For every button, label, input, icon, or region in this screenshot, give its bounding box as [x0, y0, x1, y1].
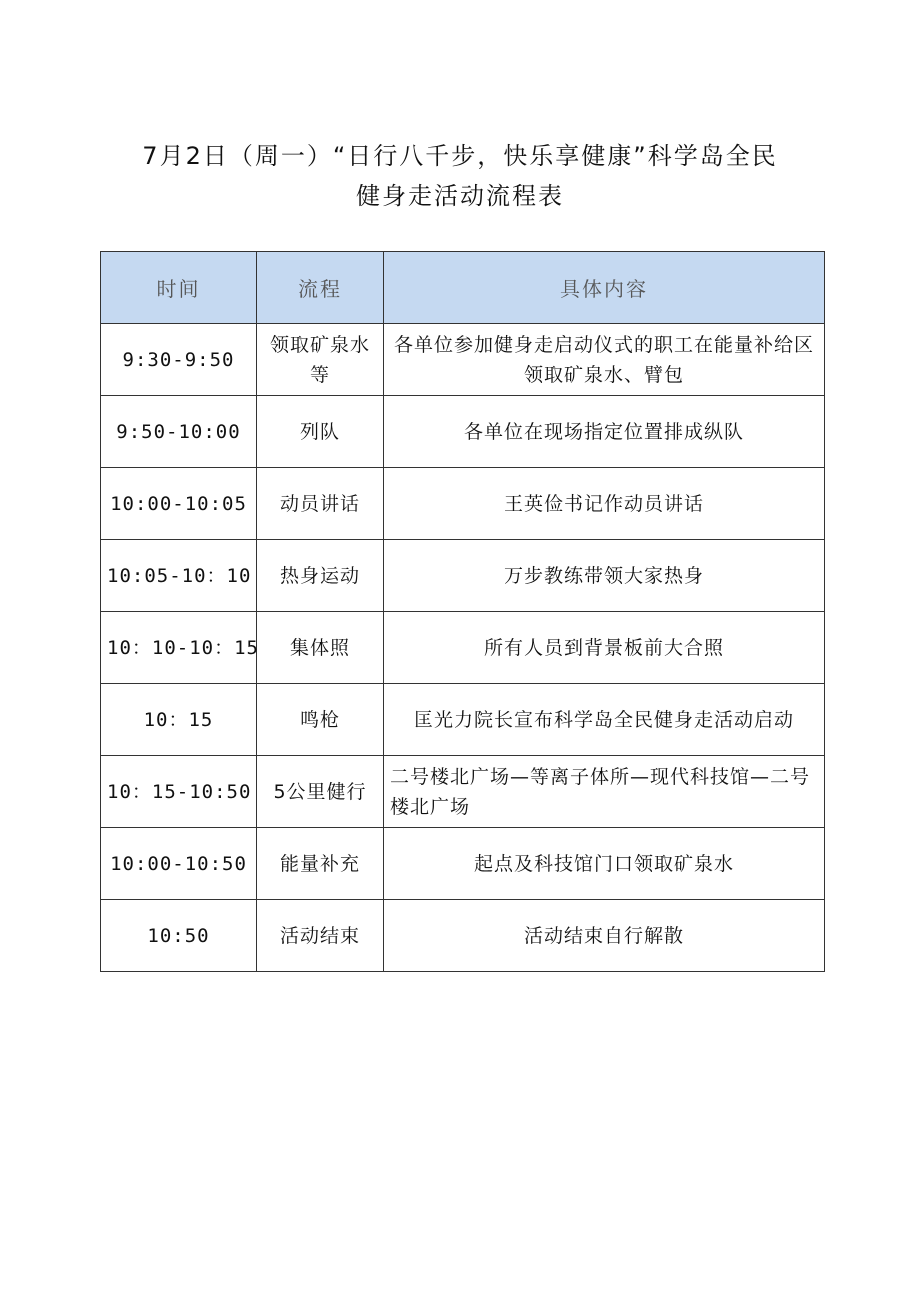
table-row [101, 756, 825, 828]
header-step: 流程 [257, 252, 384, 324]
table-row [101, 828, 825, 900]
time-cell: 10：15-10:50 [101, 756, 257, 828]
content-cell: 匡光力院长宣布科学岛全民健身走活动启动 [384, 684, 825, 756]
content-cell: 活动结束自行解散 [384, 900, 825, 972]
time-cell: 10:05-10：10 [101, 540, 257, 612]
content-cell: 王英俭书记作动员讲话 [384, 468, 825, 540]
time-cell: 10：15 [101, 684, 257, 756]
step-cell: 列队 [257, 396, 384, 468]
document-title [0, 136, 920, 216]
time-cell: 10：10-10：15 [101, 612, 257, 684]
header-time: 时间 [101, 252, 257, 324]
step-cell: 动员讲话 [257, 468, 384, 540]
content-cell: 所有人员到背景板前大合照 [384, 612, 825, 684]
step-cell: 领取矿泉水等 [257, 324, 384, 396]
table-row [101, 540, 825, 612]
table-header-row [101, 252, 825, 324]
time-cell: 9:30-9:50 [101, 324, 257, 396]
time-cell: 10:50 [101, 900, 257, 972]
step-cell: 能量补充 [257, 828, 384, 900]
content-cell: 起点及科技馆门口领取矿泉水 [384, 828, 825, 900]
time-cell: 9:50-10:00 [101, 396, 257, 468]
schedule-table [100, 251, 825, 972]
table-row [101, 468, 825, 540]
step-cell: 鸣枪 [257, 684, 384, 756]
time-cell: 10:00-10:50 [101, 828, 257, 900]
time-cell: 10:00-10:05 [101, 468, 257, 540]
table-row [101, 900, 825, 972]
step-cell: 5公里健行 [257, 756, 384, 828]
table-row [101, 612, 825, 684]
title-line-1: 7月2日（周一）“日行八千步，快乐享健康”科学岛全民 [142, 142, 778, 170]
content-cell: 各单位参加健身走启动仪式的职工在能量补给区领取矿泉水、臂包 [384, 324, 825, 396]
content-cell: 万步教练带领大家热身 [384, 540, 825, 612]
table-row [101, 324, 825, 396]
content-cell: 各单位在现场指定位置排成纵队 [384, 396, 825, 468]
table-row [101, 684, 825, 756]
content-cell: 二号楼北广场—等离子体所—现代科技馆—二号楼北广场 [384, 756, 825, 828]
header-content: 具体内容 [384, 252, 825, 324]
step-cell: 热身运动 [257, 540, 384, 612]
table-row [101, 396, 825, 468]
step-cell: 集体照 [257, 612, 384, 684]
step-cell: 活动结束 [257, 900, 384, 972]
title-line-2: 健身走活动流程表 [356, 182, 564, 210]
